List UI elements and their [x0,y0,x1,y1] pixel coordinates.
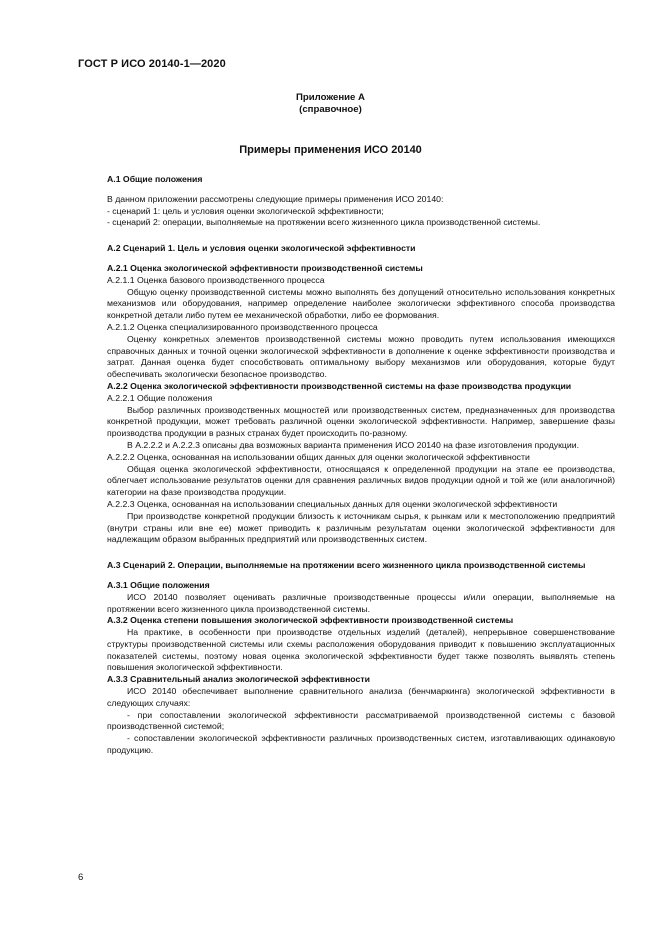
document-id: ГОСТ Р ИСО 20140-1—2020 [78,58,226,70]
paragraph: На практике, в особенности при производстве отдельных изделий (деталей), непрерывное совершенствование структуры производственной системы или схемы расположения оборудования приводит к повышению эксплуатационных показателей системы, поэтому новая оценка экологической эффективности будет также позволять выявлять степень повышения экологической эффективности. [107,627,615,673]
subsection-heading: А.3.2 Оценка степени повышения экологической эффективности производственной системы [107,615,514,626]
list-item: - сопоставлении экологической эффективности различных производственных систем, изготавливающих одинаковую продукцию. [107,733,615,756]
subsection-heading: А.2.2 Оценка экологической эффективности производственной системы на фазе производства продукции [107,380,572,391]
paragraph: В данном приложении рассмотрены следующие примеры применения ИСО 20140: [107,193,444,204]
subsection-heading: А.2.2.3 Оценка, основанная на использовании специальных данных для оценки экологической эффективности [107,498,558,509]
page-number: 6 [78,872,84,883]
subsection-heading: А.2.2.1 Общие положения [107,392,213,403]
appendix-title: Приложение А [296,92,365,103]
document-body [107,166,615,757]
subsection-heading: А.2.1 Оценка экологической эффективности производственной системы [107,262,423,273]
paragraph: Оценку конкретных элементов производственной системы можно проводить путем использования имеющихся справочных данных и точной оценки экологической эффективности в дополнение к оценке эффективности производства и затрат. Данная оценка будет способствовать оптимальному выбору механизмов или оборудования, которые будут обеспечивать экологически безопасное производство. [107,333,615,380]
subsection-heading: А.2.1.2 Оценка специализированного производственного процесса [107,321,378,332]
paragraph: ИСО 20140 обеспечивает выполнение сравнительного анализа (бенчмаркинга) экологической эффективности в следующих случаях: [107,686,615,708]
subsection-heading: А.2.2.2 Оценка, основанная на использовании общих данных для оценки экологической эффективности [107,451,530,462]
list-item: - при сопоставлении экологической эффективности рассматриваемой производственной системы с базовой производственной системой; [107,709,615,732]
list-item: - сценарий 1: цель и условия оценки экологической эффективности; [107,205,384,216]
subsection-heading: А.3.1 Общие положения [107,579,210,590]
paragraph: При производстве конкретной продукции близость к источникам сырья, к рынкам или к местоположению предприятий (внутри страны или вне ее) может приводить к различным результатам оценки экологической эффективности для надлежащим образом выбранных предприятий или производственных систем. [107,510,615,545]
paragraph: Общая оценка экологической эффективности, относящаяся к определенной продукции на этапе ее производства, облегчает использование результатов оценки для сравнения различных видов продукции одной и той же (или аналогичной) категории на фазе производства продукции. [107,463,615,498]
paragraph: В А.2.2.2 и А.2.2.3 описаны два возможных варианта применения ИСО 20140 на фазе изготовления продукции. [127,439,580,450]
subsection-heading: А.3.3 Сравнительный анализ экологической эффективности [107,674,370,685]
page-title: Примеры применения ИСО 20140 [239,144,422,156]
section-heading-a3: А.3 Сценарий 2. Операции, выполняемые на протяжении всего жизненного цикла производственной системы [107,560,586,571]
section-heading-a1: А.1 Общие положения [107,174,203,184]
paragraph: Выбор различных производственных мощностей или производственных систем, предназначенных для производства конкретной продукции, может требовать различной оценки экологической эффективности. Например, завершение фазы производства продукции в разных странах будет происходить по-разному. [107,404,615,439]
appendix-heading [0,92,661,116]
section-heading-a2: А.2 Сценарий 1. Цель и условия оценки экологической эффективности [107,243,416,254]
paragraph: ИСО 20140 позволяет оценивать различные производственные процессы и/или операции, выполняемые на протяжении всего жизненного цикла производственной системы. [107,591,615,614]
paragraph: Общую оценку производственной системы можно выполнять без допущений относительно использования конкретных механизмов или оборудования, например определение наиболее экологически эффективного способа производства конкретной детали либо путем ее механической обработки, либо ее формования. [107,286,615,321]
list-item: - сценарий 2: операции, выполняемые на протяжении всего жизненного цикла производственной системы. [107,217,541,228]
subsection-heading: А.2.1.1 Оценка базового производственного процесса [107,274,325,285]
appendix-subtitle: (справочное) [299,104,362,115]
